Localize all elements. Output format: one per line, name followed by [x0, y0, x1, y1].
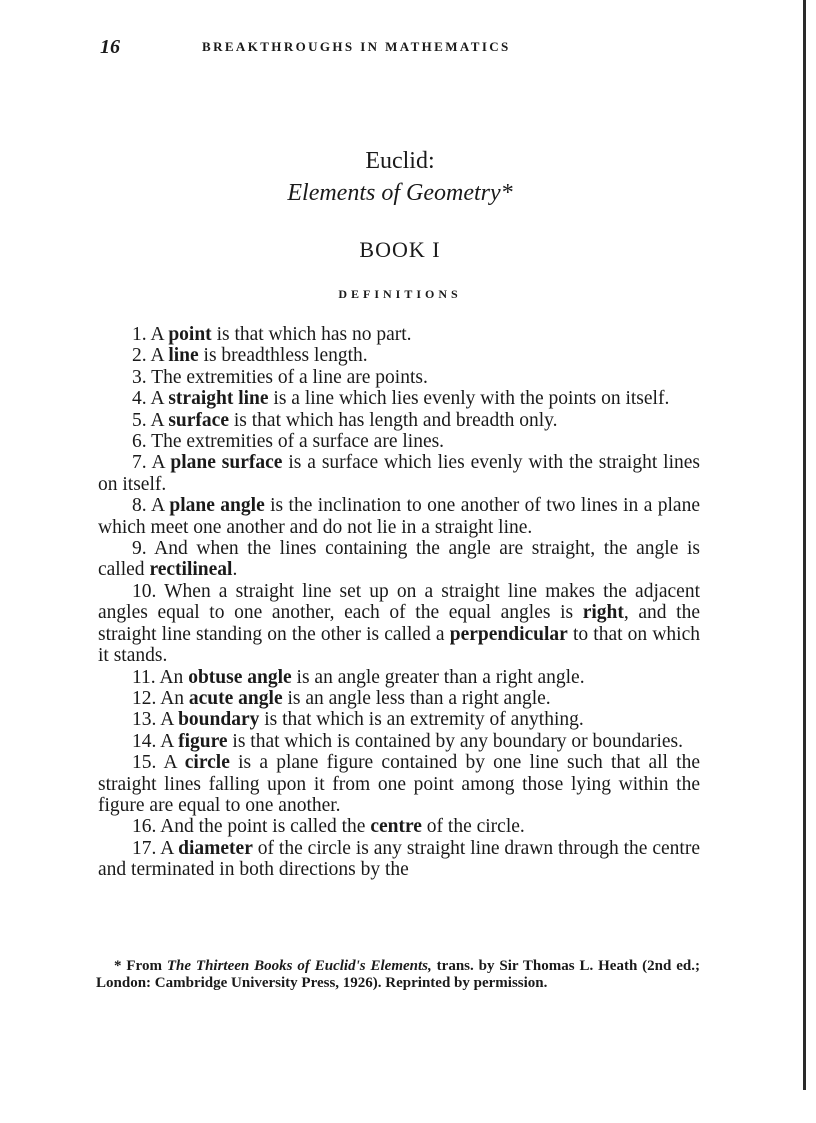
section-heading: DEFINITIONS — [338, 287, 462, 301]
definition-term: plane surface — [170, 452, 283, 474]
footnote-citation: trans. by Sir Thomas L. Heath (2nd ed.; London: Cambridge University Press, 1926). Reprinted by permission. — [96, 958, 701, 991]
definition-item — [98, 752, 700, 816]
definition-text: And the point is called the — [160, 816, 371, 838]
definition-text: A — [160, 730, 179, 752]
definition-item — [98, 581, 700, 667]
definition-text: A — [150, 388, 169, 410]
definition-term: straight line — [168, 388, 269, 410]
definition-number: 9. — [132, 538, 147, 560]
definition-term: boundary — [178, 709, 260, 731]
footnote — [96, 958, 700, 992]
definitions-list — [98, 324, 700, 881]
definition-item — [98, 688, 700, 709]
definition-number: 4. — [132, 388, 147, 410]
running-title: BREAKTHROUGHS IN MATHEMATICS — [202, 39, 511, 54]
definition-text: An — [160, 687, 189, 709]
definition-number: 16. — [132, 816, 157, 838]
definition-number: 6. — [132, 431, 147, 453]
definition-number: 10. — [132, 580, 157, 602]
definition-item — [98, 495, 700, 538]
definition-text: An — [159, 666, 189, 688]
definition-number: 13. — [132, 709, 157, 731]
definition-number: 2. — [132, 345, 147, 367]
definition-text: A — [150, 409, 169, 431]
definition-term: acute angle — [188, 687, 283, 709]
definition-item — [98, 838, 700, 881]
definition-text: is an angle less than a right angle. — [282, 687, 551, 709]
definition-text: is a line which lies evenly with the points on itself. — [268, 388, 670, 410]
definition-term: rectilineal — [149, 559, 233, 581]
definition-item — [98, 324, 700, 345]
definition-text: is that which is contained by any boundary or boundaries. — [227, 730, 683, 752]
definition-item — [98, 345, 700, 366]
definition-item — [98, 816, 700, 837]
definition-item — [98, 731, 700, 752]
definition-number: 15. — [132, 752, 157, 774]
definition-text: The extremities of a line are points. — [151, 366, 428, 388]
definition-term: plane angle — [169, 495, 265, 517]
definition-text: is a surface which lies evenly with the straight lines on itself. — [98, 452, 700, 495]
definition-number: 7. — [132, 452, 147, 474]
definition-number: 14. — [132, 730, 157, 752]
definition-term: point — [168, 324, 212, 345]
definition-text: is breadthless length. — [198, 345, 368, 367]
definition-item — [98, 538, 700, 581]
definition-number: 11. — [132, 666, 156, 688]
definition-item — [98, 709, 700, 730]
definition-text: A — [151, 452, 171, 474]
page-edge-line — [803, 0, 806, 1090]
chapter-title — [0, 145, 800, 209]
definition-text: The extremities of a surface are lines. — [151, 431, 445, 453]
book-heading: BOOK I — [359, 237, 441, 262]
definition-text: When a straight line set up on a straight line makes the adjacent angles equal to one another, each of the equal angles is — [98, 580, 700, 624]
definition-text: , and the straight line standing on the other is called a — [98, 602, 701, 645]
author-title: Euclid: — [365, 148, 435, 174]
definition-item — [98, 388, 700, 409]
definition-text: is a plane figure contained by one line such that all the straight lines falling upon it from one point among those lying within the figure are equal to one another. — [98, 752, 700, 816]
definition-term: figure — [178, 730, 228, 752]
definition-number: 5. — [132, 409, 147, 431]
definition-item — [98, 452, 700, 495]
definition-term: centre — [370, 816, 422, 838]
running-header — [100, 36, 700, 60]
definition-text: . — [232, 559, 238, 581]
definition-text: is an angle greater than a right angle. — [291, 666, 585, 688]
definition-text: is that which has length and breadth only. — [228, 409, 558, 431]
definition-term: surface — [168, 409, 229, 431]
definition-text: of the circle is any straight line drawn through the centre and terminated in both directions by the — [98, 837, 700, 881]
definition-term: obtuse angle — [188, 666, 292, 688]
definition-text: is the inclination to one another of two lines in a plane which meet one another and do not lie in a straight line. — [98, 495, 700, 538]
definition-text: A — [163, 752, 185, 774]
definition-item — [98, 431, 700, 452]
definition-term: diameter — [178, 837, 253, 859]
definition-text: to that on which it stands. — [98, 623, 700, 667]
definition-text: A — [150, 345, 169, 367]
definition-number: 17. — [132, 837, 157, 859]
definition-item — [98, 367, 700, 388]
definition-number: 3. — [132, 366, 147, 388]
definition-text: A — [160, 709, 179, 731]
definition-term: right — [582, 602, 624, 624]
definition-term: circle — [184, 752, 230, 774]
footnote-prefix: * From — [114, 958, 167, 974]
definition-text: And when the lines containing the angle are straight, the angle is called — [98, 538, 700, 581]
definition-term: perpendicular — [449, 623, 568, 645]
definition-text: is that which has no part. — [211, 324, 412, 345]
definition-item — [98, 410, 700, 431]
definition-text: A — [150, 324, 169, 345]
definition-number: 1. — [132, 324, 147, 345]
page-number: 16 — [100, 36, 120, 58]
definition-text: of the circle. — [421, 816, 525, 838]
definition-number: 12. — [132, 687, 157, 709]
definition-text: A — [160, 837, 179, 859]
work-title: Elements of Geometry* — [287, 180, 513, 206]
footnote-book-title: The Thirteen Books of Euclid's Elements, — [166, 958, 432, 974]
definition-number: 8. — [132, 495, 147, 517]
definition-text: A — [150, 495, 170, 517]
definition-text: is that which is an extremity of anything. — [259, 709, 584, 731]
definition-term: line — [168, 345, 199, 367]
definition-item — [98, 667, 700, 688]
